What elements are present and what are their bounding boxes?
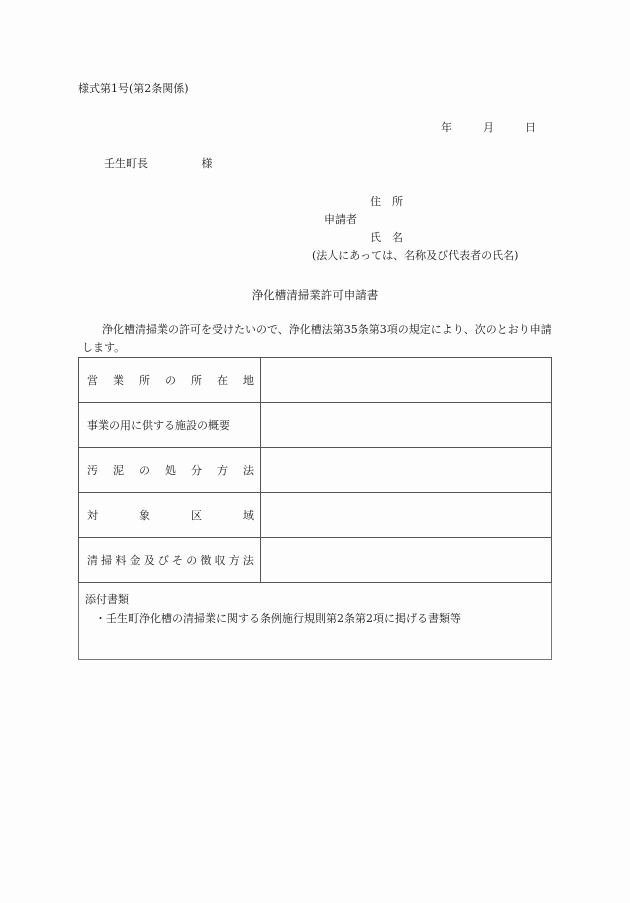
date-line	[441, 119, 536, 135]
corporate-note: (法人にあっては、名称及び代表者の氏名)	[312, 249, 519, 262]
date-year: 年	[441, 121, 452, 134]
label-target-area: 対 象 区 域	[87, 509, 254, 522]
field-target-area[interactable]	[261, 493, 552, 538]
form-number: 様式第1号(第2条関係)	[78, 82, 189, 95]
attachments-title: 添付書類	[85, 593, 129, 606]
date-day: 日	[525, 121, 536, 134]
body-text: 浄化槽清掃業の許可を受けたいので、浄化槽法第35条第3項の規定により、次のとおり申請します。	[82, 323, 552, 354]
addressee	[104, 155, 213, 171]
row-label	[79, 538, 261, 583]
table-row	[79, 493, 552, 538]
label-fees-collection: 清 掃 料 金 及 び そ の 徴 収 方 法	[87, 554, 254, 567]
row-label	[79, 358, 261, 403]
field-sludge-disposal[interactable]	[261, 448, 552, 493]
table-row	[79, 403, 552, 448]
field-fees-collection[interactable]	[261, 538, 552, 583]
attachments-item: ・壬生町浄化槽の清掃業に関する条例施行規則第2条第2項に掲げる書類等	[95, 612, 461, 625]
address-label: 住 所	[370, 195, 403, 208]
applicant-label: 申請者	[324, 213, 357, 226]
label-sludge-disposal: 汚 泥 の 処 分 方 法	[87, 464, 254, 477]
honorific: 様	[201, 157, 213, 170]
label-facility-overview: 事業の用に供する施設の概要	[79, 403, 261, 448]
row-label	[79, 493, 261, 538]
addressee-name: 壬生町長	[104, 157, 148, 170]
label-business-office-location: 営 業 所 の 所 在 地	[87, 374, 254, 387]
date-month: 月	[483, 121, 494, 134]
table-row	[79, 538, 552, 583]
field-facility-overview[interactable]	[261, 403, 552, 448]
field-business-office-location[interactable]	[261, 358, 552, 403]
table-row	[79, 448, 552, 493]
row-label	[79, 448, 261, 493]
table-row	[79, 358, 552, 403]
attachments-cell	[79, 583, 552, 660]
application-table	[78, 357, 552, 660]
name-label: 氏 名	[370, 231, 403, 244]
document-title: 浄化槽清掃業許可申請書	[251, 288, 379, 302]
table-row	[79, 583, 552, 660]
